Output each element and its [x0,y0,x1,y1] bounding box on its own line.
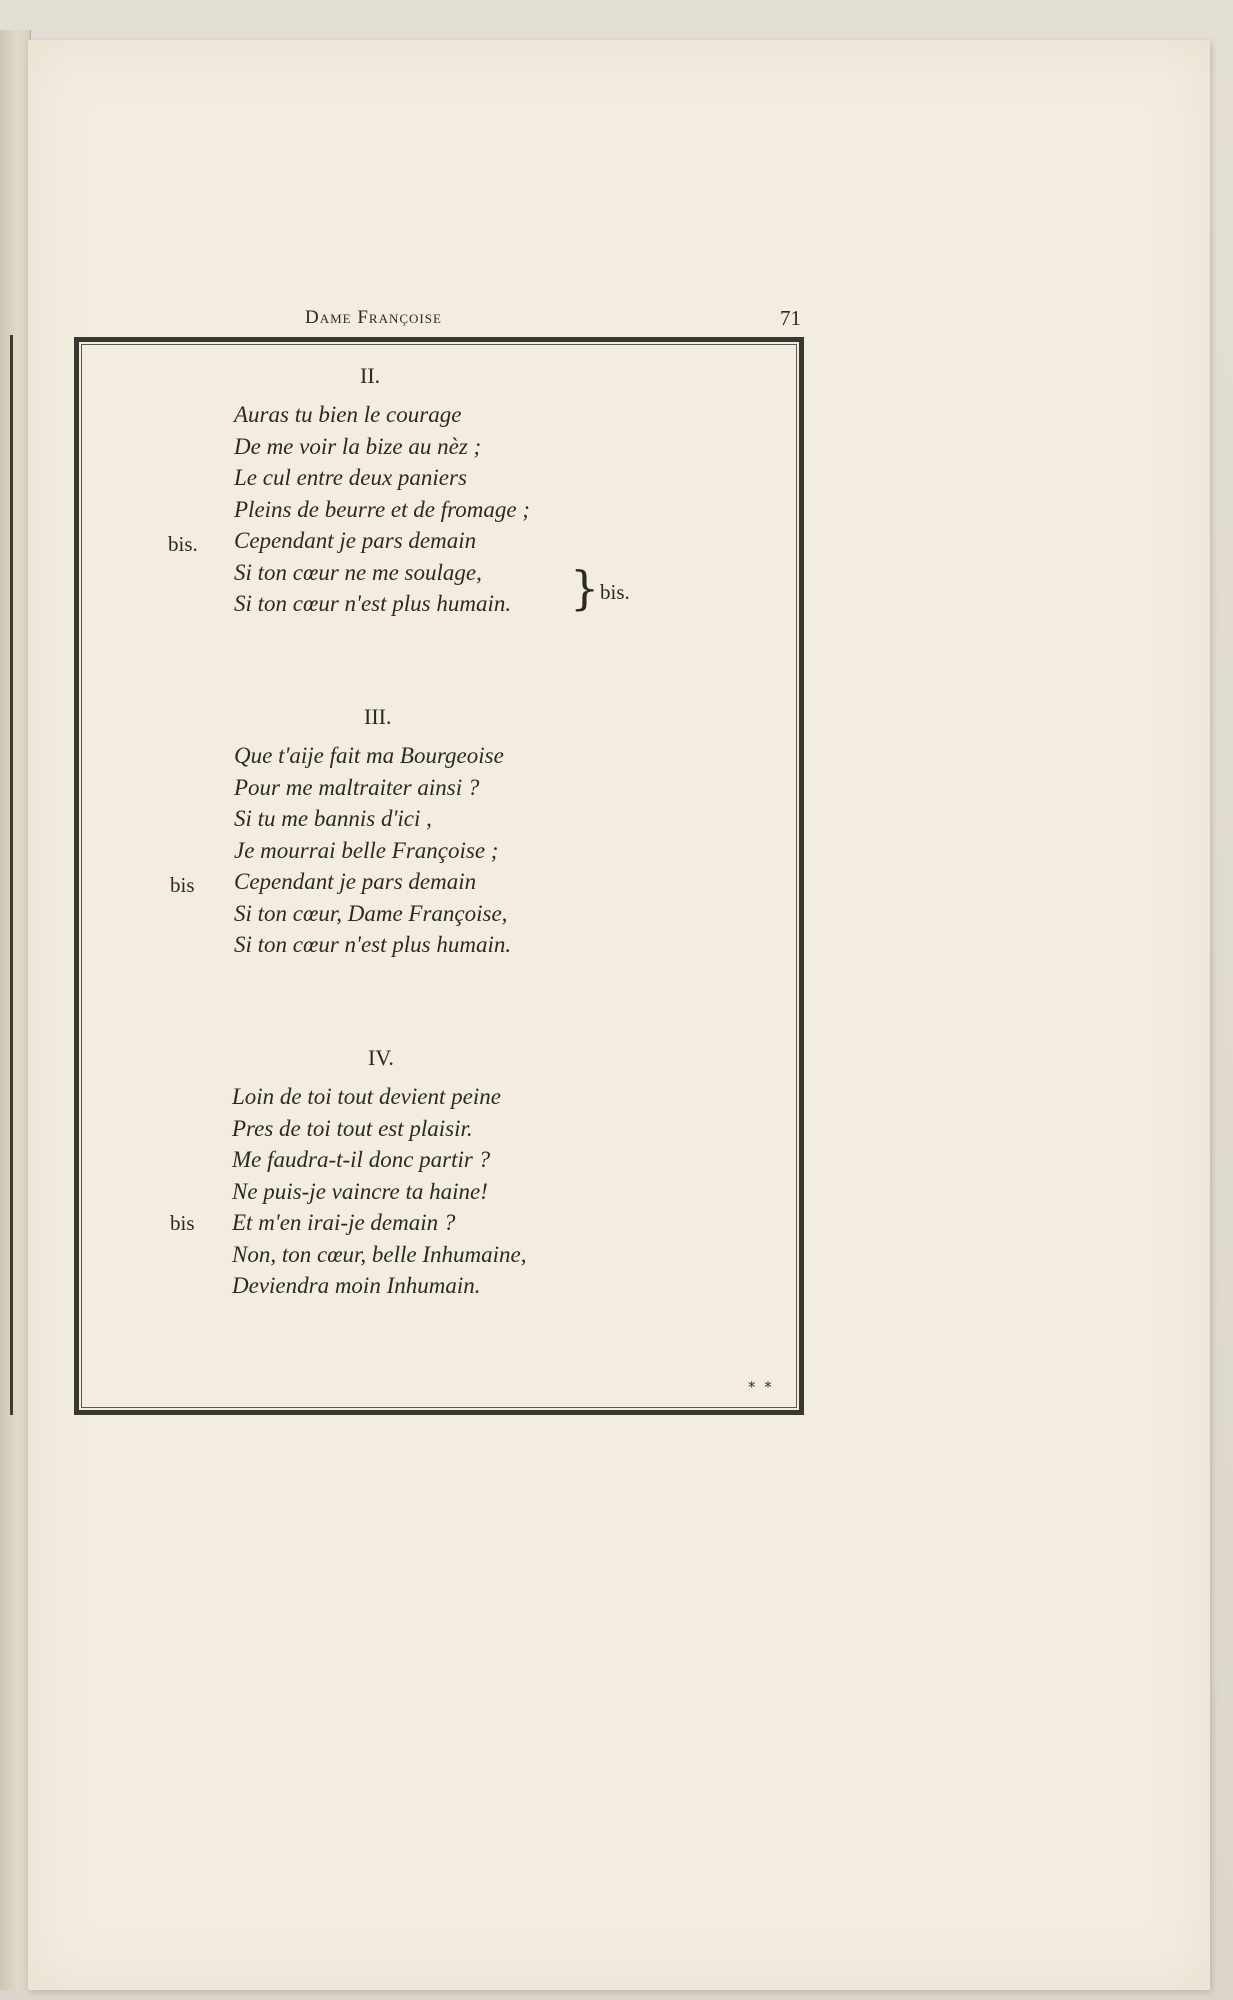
verse-line: Pres de toi tout est plaisir. [232,1115,473,1141]
verse-line: Cependant je pars demain [234,528,477,553]
page-number: 71 [780,306,801,330]
verse-line: De me voir la bize au nèz ; [234,433,482,459]
previous-page-frame-edge [0,335,13,1415]
end-ornament: * * [748,1378,774,1396]
refrain-bis-marker: bis. [168,532,198,556]
stanza-ii [234,399,530,620]
verse-line: Si ton cœur n'est plus humain. [234,591,512,616]
verse-line: Non, ton cœur, belle Inhumaine, [232,1241,527,1267]
verse-line: Que t'aije fait ma Bourgeoise [234,743,504,768]
stanza-iv [232,1081,527,1302]
refrain-side-bis-marker: bis. [600,580,630,604]
verse-line: Si ton cœur ne me soulage, [234,559,482,585]
stanza-iii [234,740,511,961]
stanza-numeral: III. [364,704,392,729]
stanza-numeral: IV. [368,1045,394,1070]
verse-line: Si tu me bannis d'ici , [234,806,432,831]
verse-line: Pleins de beurre et de fromage ; [234,496,530,522]
verse-line: Deviendra moin Inhumain. [232,1273,481,1298]
stanza-numeral: II. [360,363,381,388]
verse-line: Pour me maltraiter ainsi ? [234,774,480,800]
refrain-bis-marker: bis [170,1211,195,1235]
verse-line: Le cul entre deux paniers [234,465,467,490]
verse-line: Auras tu bien le courage [234,402,462,427]
verse-line: Je mourrai belle Françoise ; [234,837,499,863]
verse-line: Cependant je pars demain [234,869,477,894]
refrain-brace: } [570,561,600,615]
verse-line: Me faudra-t-il donc partir ? [232,1147,491,1172]
running-head: Dame Françoise [305,307,442,328]
verse-line: Si ton cœur n'est plus humain. [234,932,512,957]
verse-line: Ne puis-je vaincre ta haine! [232,1178,488,1204]
verse-line: Si ton cœur, Dame Françoise, [234,900,508,926]
verse-line: Et m'en irai-je demain ? [232,1210,456,1235]
verse-line: Loin de toi tout devient peine [232,1084,501,1109]
refrain-bis-marker: bis [170,873,195,897]
